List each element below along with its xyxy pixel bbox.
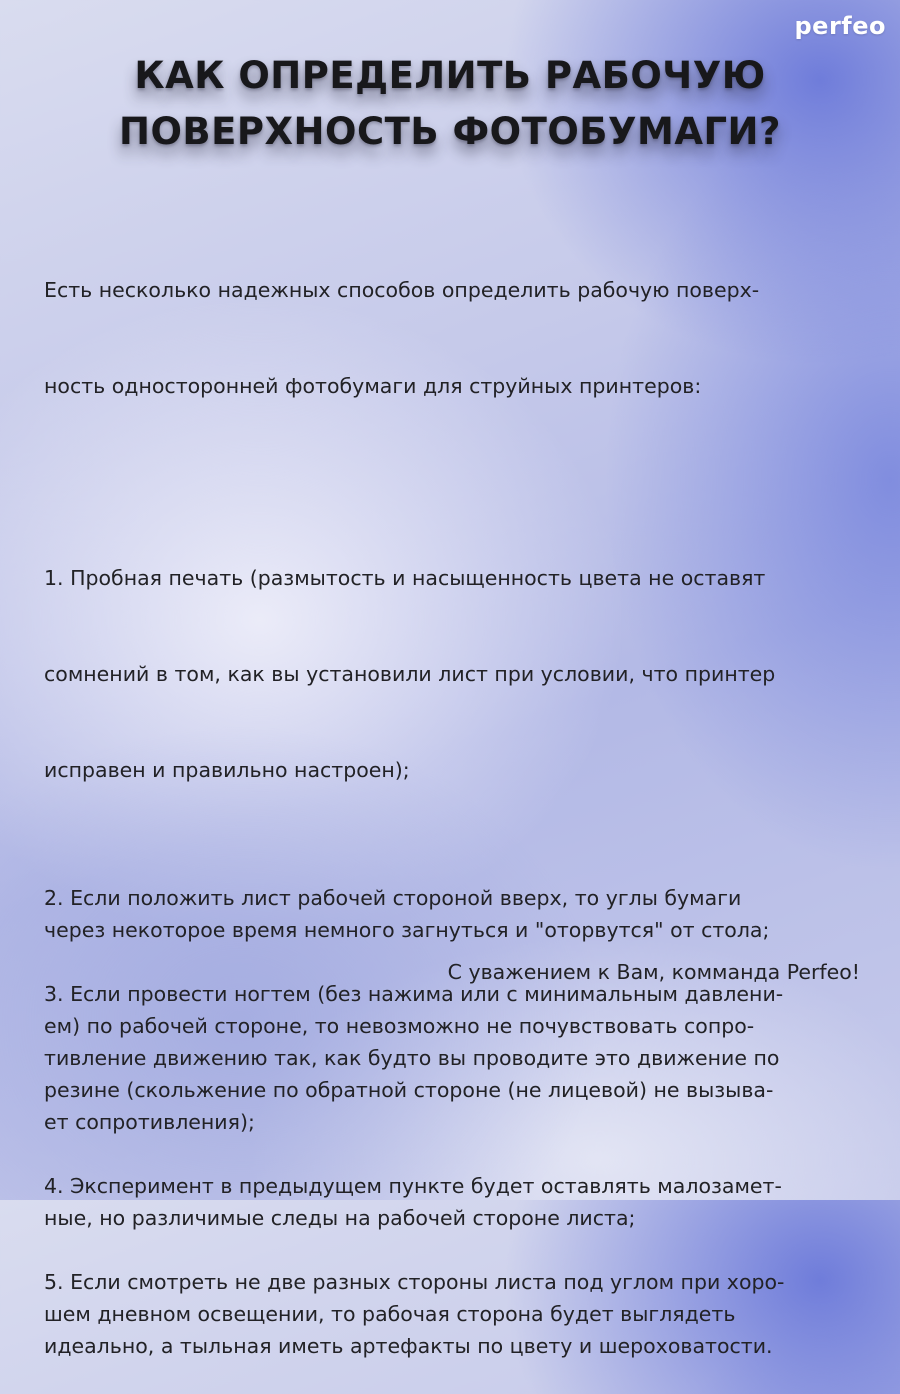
text-line: идеально, а тыльная иметь артефакты по цвету и шероховатости. [44,1334,773,1358]
text-line: исправен и правильно настроен); [44,758,410,782]
text-line: ные, но различимые следы на рабочей стороне листа; [44,1206,636,1230]
text-line: Есть несколько надежных способов определить рабочую поверх- [44,278,760,302]
text-line: ность односторонней фотобумаги для струйных принтеров: [44,374,702,398]
page-title [0,48,900,160]
text-line: ем) по рабочей стороне, то невозможно не почувствовать сопро- [44,1014,755,1038]
text-line: тивление движению так, как будто вы проводите это движение по [44,1046,780,1070]
brand-logo: perfeo [794,12,886,40]
text-line: 2. Если положить лист рабочей стороной вверх, то углы бумаги [44,886,742,910]
title-line-2: ПОВЕРХНОСТЬ ФОТОБУМАГИ? [119,110,781,153]
title-line-1: КАК ОПРЕДЕЛИТЬ РАБОЧУЮ [134,54,766,97]
list-item-1 [44,498,864,850]
text-line: 3. Если провести ногтем (без нажима или с минимальным давлени- [44,982,784,1006]
text-line: через некоторое время немного загнуться и "оторвутся" от стола; [44,918,770,942]
list-item-5 [44,1266,864,1362]
text-line: шем дневном освещении, то рабочая сторона будет выглядеть [44,1302,736,1326]
article-body [44,210,864,1394]
text-line: ет сопротивления); [44,1110,255,1134]
signature: С уважением к Вам, комманда Perfeo! [447,960,860,984]
list-item-3 [44,978,864,1138]
text-line: 4. Эксперимент в предыдущем пункте будет оставлять малозамет- [44,1174,782,1198]
text-line: 1. Пробная печать (размытость и насыщенность цвета не оставят [44,566,766,590]
text-line: 5. Если смотреть не две разных стороны листа под углом при хоро- [44,1270,785,1294]
text-line: сомнений в том, как вы установили лист при условии, что принтер [44,662,776,686]
list-item-4 [44,1170,864,1234]
list-item-2 [44,882,864,946]
intro-paragraph [44,210,864,466]
text-line: резине (скольжение по обратной стороне (не лицевой) не вызыва- [44,1078,774,1102]
